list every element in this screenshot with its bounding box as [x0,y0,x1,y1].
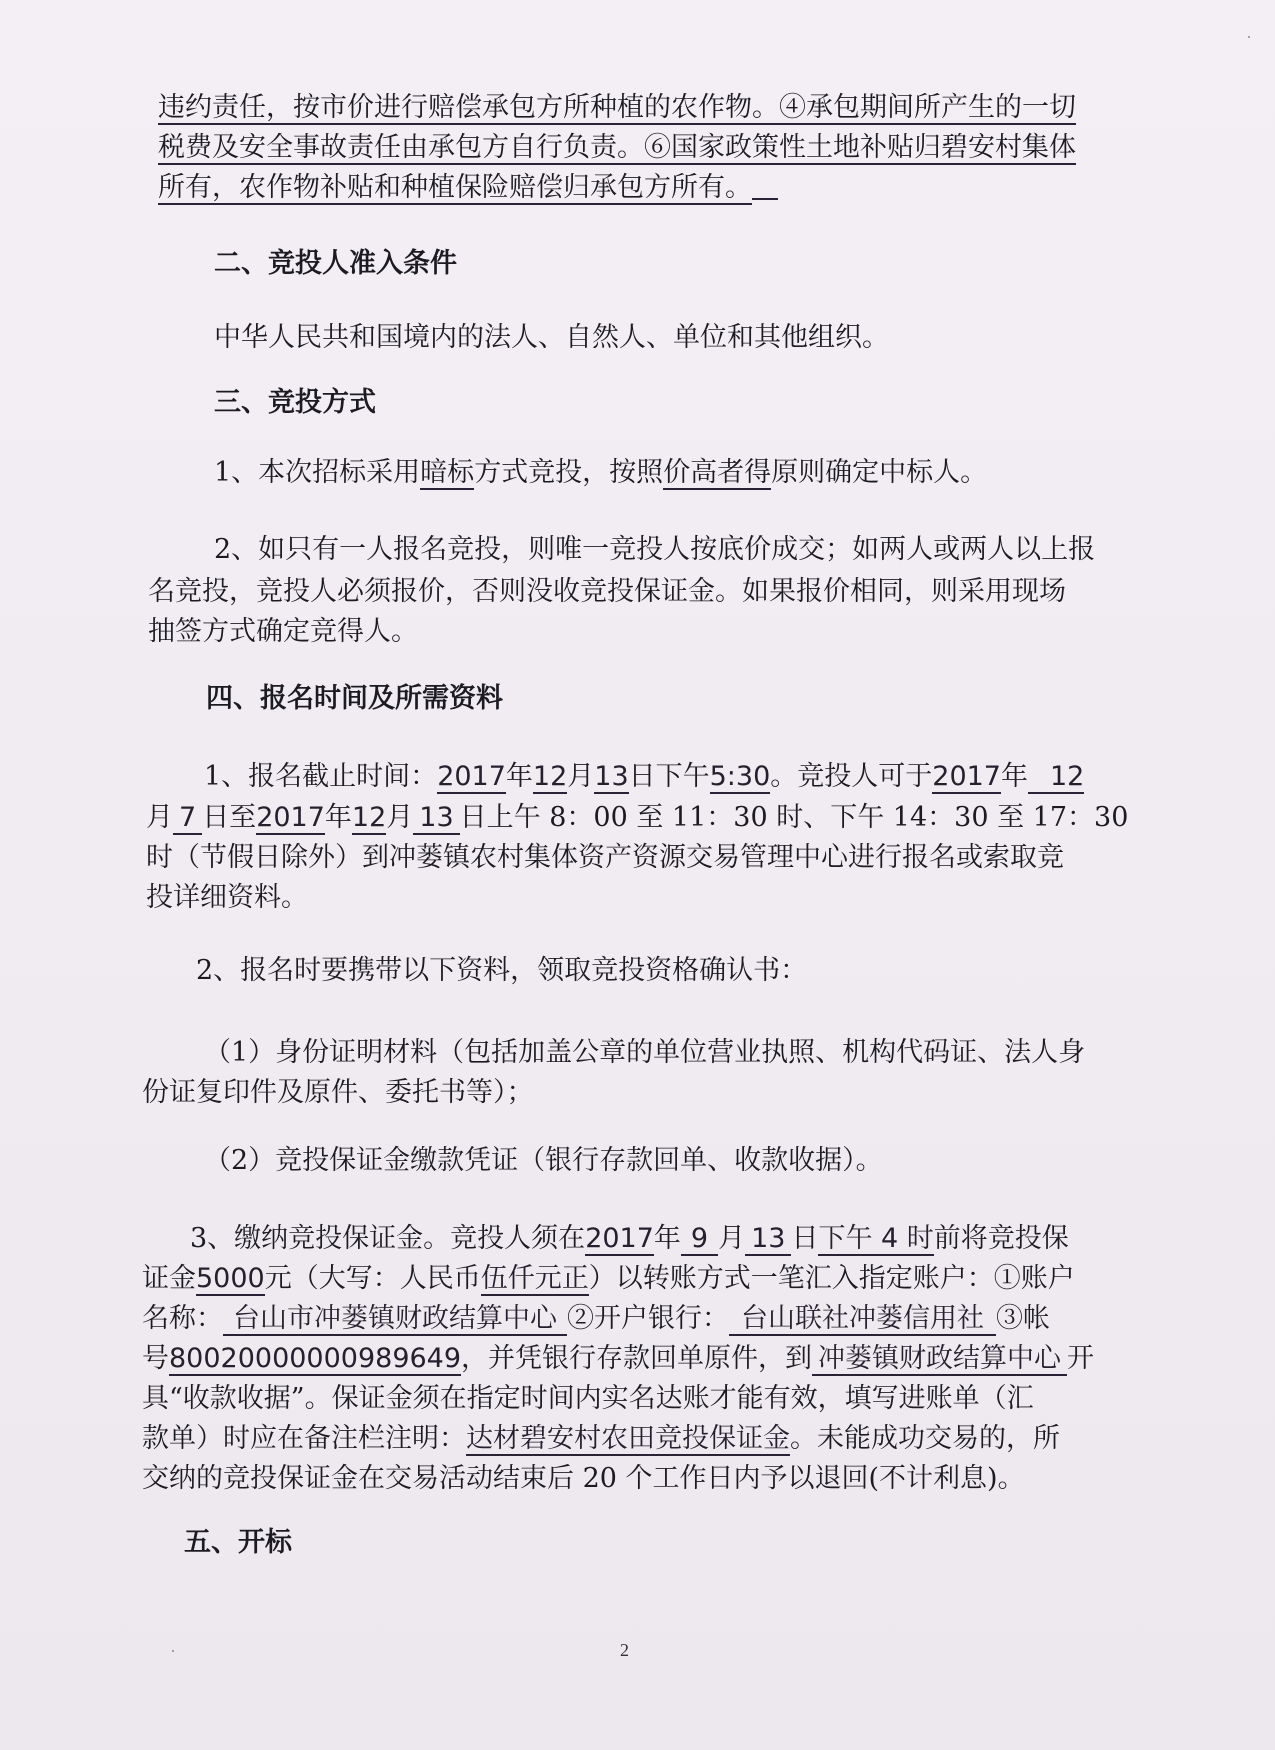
body-line [142,1259,1075,1299]
body-line: 名竞投，竞投人必须报价，否则没收竞投保证金。如果报价相同，则采用现场 [148,576,1066,607]
body-line [158,88,1076,128]
filled-blank: 13 [745,1223,791,1256]
filled-blank: 13 [413,802,459,835]
text-span: 款单）时应在备注栏注明： [142,1423,466,1454]
text-span: 1、报名截止时间： [204,761,438,792]
text-span: 月 [718,1223,746,1254]
body-line: 交纳的竞投保证金在交易活动结束后 20 个工作日内予以退回(不计利息)。 [142,1463,1025,1494]
scan-speck [1248,36,1250,38]
text-span: 月 [386,802,414,833]
text-span: 证金 [142,1263,196,1294]
underlined-text: 违约责任，按市价进行赔偿承包方所种植的农作物。④承包期间所产生的一切 [158,92,1076,123]
filled-blank: 5000 [196,1263,265,1294]
filled-blank: 2017 [932,761,1001,792]
body-line [204,757,1084,797]
filled-blank: 2017 [585,1223,654,1254]
body-line: 时（节假日除外）到冲蒌镇农村集体资产资源交易管理中心进行报名或索取竞 [146,842,1064,873]
body-line: 2、报名时要携带以下资料，领取竞投资格确认书： [196,955,808,986]
body-line: 具“收款收据”。保证金须在指定时间内实名达账才能有效，填写进账单（汇 [142,1383,1034,1414]
text-span: 前将竞投保 [933,1223,1069,1254]
section-heading: 五、开标 [184,1527,292,1558]
text-span: 日下午 [628,761,710,792]
text-span: 日至 [202,802,257,833]
text-span: 年 [505,761,533,792]
text-span: 3、缴纳竞投保证金。竞投人须在 [190,1223,586,1254]
underline-extension [752,168,778,200]
text-span: 月 [567,761,595,792]
text-span: ）以转账方式一笔汇入指定账户：①账户 [588,1263,1075,1294]
filled-blank: 台山联社冲蒌信用社 [729,1303,996,1336]
text-span: ②开户银行： [567,1303,729,1334]
body-line: 2、如只有一人报名竞投，则唯一竞投人按底价成交；如两人或两人以上报 [214,534,1096,565]
body-line: 份证复印件及原件、委托书等）； [142,1077,534,1108]
filled-blank: 9 [681,1223,718,1256]
text-span: 元（大写：人民币 [264,1263,481,1294]
underlined-text: 税费及安全事故责任由承包方自行负责。⑥国家政策性土地补贴归碧安村集体 [158,132,1076,163]
filled-blank: 7 [173,802,202,835]
filled-blank: 伍仟元正 [480,1263,589,1294]
body-line: 投详细资料。 [146,882,308,913]
text-span: ③帐 [996,1303,1050,1334]
body-line [146,798,1128,838]
body-line: 中华人民共和国境内的法人、自然人、单位和其他组织。 [214,322,889,353]
text-span: 开 [1067,1343,1095,1374]
underlined-text: 所有，农作物补贴和种植保险赔偿归承包方所有。 [158,172,752,203]
body-line [142,1339,1094,1379]
filled-blank: 80020000000989649 [169,1343,462,1374]
filled-blank: 12 [532,761,568,792]
text-span: 日 [791,1223,819,1254]
text-span: ，并凭银行存款回单原件，到 [461,1343,813,1374]
filled-blank: 暗标 [420,457,475,488]
body-line [142,1419,1060,1459]
page-number: 2 [620,1640,629,1660]
text-span: 。未能成功交易的，所 [790,1423,1060,1454]
filled-blank: 12 [1028,761,1084,794]
section-heading: 二、竞投人准入条件 [214,248,457,279]
text-span: 号 [142,1343,169,1374]
filled-blank: 5:30 [709,761,771,792]
text-span: 。竞投人可于 [770,761,933,792]
body-line [158,168,778,208]
filled-blank: 冲蒌镇财政结算中心 [812,1343,1067,1376]
filled-blank: 2017 [437,761,506,792]
text-span: 原则确定中标人。 [771,457,988,488]
text-span: 方式竞投，按照 [474,457,664,488]
section-heading: 四、报名时间及所需资料 [206,683,503,714]
text-span: 1、本次招标采用 [214,457,421,488]
filled-blank: 达材碧安村农田竞投保证金 [466,1423,790,1454]
text-span: 年 [324,802,352,833]
text-span: 月 [146,802,173,833]
body-line: （1）身份证明材料（包括加盖公章的单位营业执照、机构代码证、法人身 [204,1037,1086,1068]
scan-speck [172,1650,174,1652]
filled-blank: 下午 4 时 [818,1223,934,1254]
text-span: 年 [653,1223,681,1254]
body-line [158,128,1076,168]
body-line [142,1299,1050,1339]
text-span: 年 [1000,761,1028,792]
text-span: 日上午 8：00 至 11：30 时、下午 14：30 至 17：30 [459,802,1129,833]
filled-blank: 13 [594,761,629,792]
body-line: （2）竞投保证金缴款凭证（银行存款回单、收款收据）。 [204,1145,883,1176]
filled-blank: 价高者得 [663,457,772,488]
body-line [190,1219,1069,1259]
filled-blank: 12 [351,802,387,833]
section-heading: 三、竞投方式 [214,387,376,418]
body-line: 抽签方式确定竞得人。 [148,616,418,647]
body-line [214,453,987,493]
filled-blank: 2017 [256,802,325,833]
text-span: 名称： [142,1303,223,1334]
filled-blank: 台山市冲蒌镇财政结算中心 [223,1303,567,1336]
